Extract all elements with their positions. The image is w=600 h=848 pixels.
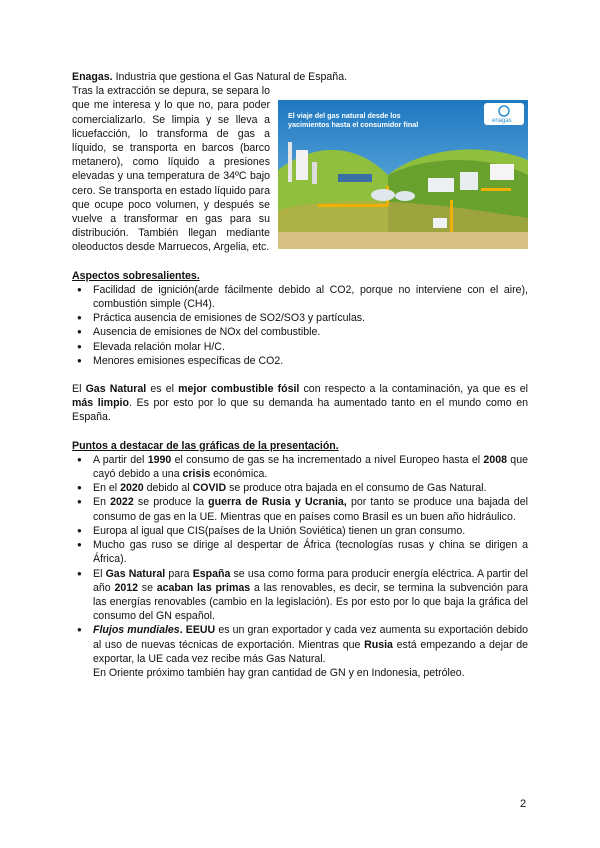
puntos-list [72,453,528,680]
list-item: ● Elevada relación molar H/C. [72,340,528,354]
enagas-logo: enagas [492,118,512,125]
page-number: 2 [520,798,527,810]
infographic-title-1: El viaje del gas natural desde los [288,111,401,121]
list-item: ● A partir del 1990 el consumo de gas se ha incrementado a nivel Europeo hasta el 2008 que cayó debido a una crisis económica. [72,453,528,481]
list-item: ● Práctica ausencia de emisiones de SO2/SO3 y partículas. [72,311,528,325]
infographic-title-2: yacimientos hasta el consumidor final [288,120,419,130]
document-page [72,70,528,680]
aspectos-heading: Aspectos sobresalientes. [72,269,200,282]
list-item: ● Flujos mundiales. EEUU es un gran exportador y cada vez aumenta su exportación debido al uso de nuevas técnicas de exportación. Mientras que Rusia está empezando a dejar de exportar, la UE cada vez recibe más Gas Natural. En Oriente próximo también hay gran cantidad de GN y en Indonesia, petróleo. [72,623,528,680]
brand-name: Enagas. [72,71,113,83]
list-item: ● Ausencia de emisiones de NOx del combustible. [72,325,528,339]
infographic-svg [278,100,528,249]
list-item: ● Mucho gas ruso se dirige al despertar de África (tecnologías rusas y china se dirigen a África). [72,538,528,566]
intro-lead: Enagas. Industria que gestiona el Gas Natural de España. [72,71,348,83]
list-item: ● El Gas Natural para España se usa como forma para producir energía eléctrica. A partir del año 2012 se acaban las primas a las renovables, es decir, se termina la subvención para las energías renovables (cambio en la legislación). Es por esto por lo que baja la gráfica del consumo del GN español. [72,567,528,624]
gas-journey-infographic [278,100,528,249]
list-item: ● Menores emisiones específicas de CO2. [72,354,528,368]
list-item: ● En el 2020 debido al COVID se produce otra bajada en el consumo de Gas Natural. [72,481,528,495]
list-item: ● En 2022 se produce la guerra de Rusia y Ucrania, por tanto se produce una bajada del consumo de gas en la UE. Mientras que en países como Brasil es un buen año hidráulico. [72,495,528,523]
gas-natural-paragraph: El Gas Natural es el mejor combustible fósil con respecto a la contaminación, ya que es el más limpio. Es por esto por lo que su demanda ha aumentado tanto en el mundo como en España. [72,383,528,424]
intro-body: Tras la extracción se depura, se separa lo que me interesa y lo que no, para poder comercializarlo. Se limpia y se lleva a licuefacción, lo transforma de gas a líquido, se transporta en barcos (barco metanero), como líquido a presiones elevadas y una temperatura de 34ºC bajo cero. Se transporta en estado líquido para que ocupe poco volumen, y después se vuelve a transformar en gas para su distribución. También llegan mediante oleoductos desde Marruecos, Argelia, etc. [72,85,270,254]
list-item: ● Europa al igual que CIS(países de la Unión Soviética) tienen un gran consumo. [72,524,528,538]
list-item: ● Facilidad de ignición(arde fácilmente debido al CO2, porque no interviene con el aire), combustión simple (CH4). [72,283,528,311]
aspectos-list [72,283,528,368]
puntos-heading: Puntos a destacar de las gráficas de la presentación. [72,439,339,452]
